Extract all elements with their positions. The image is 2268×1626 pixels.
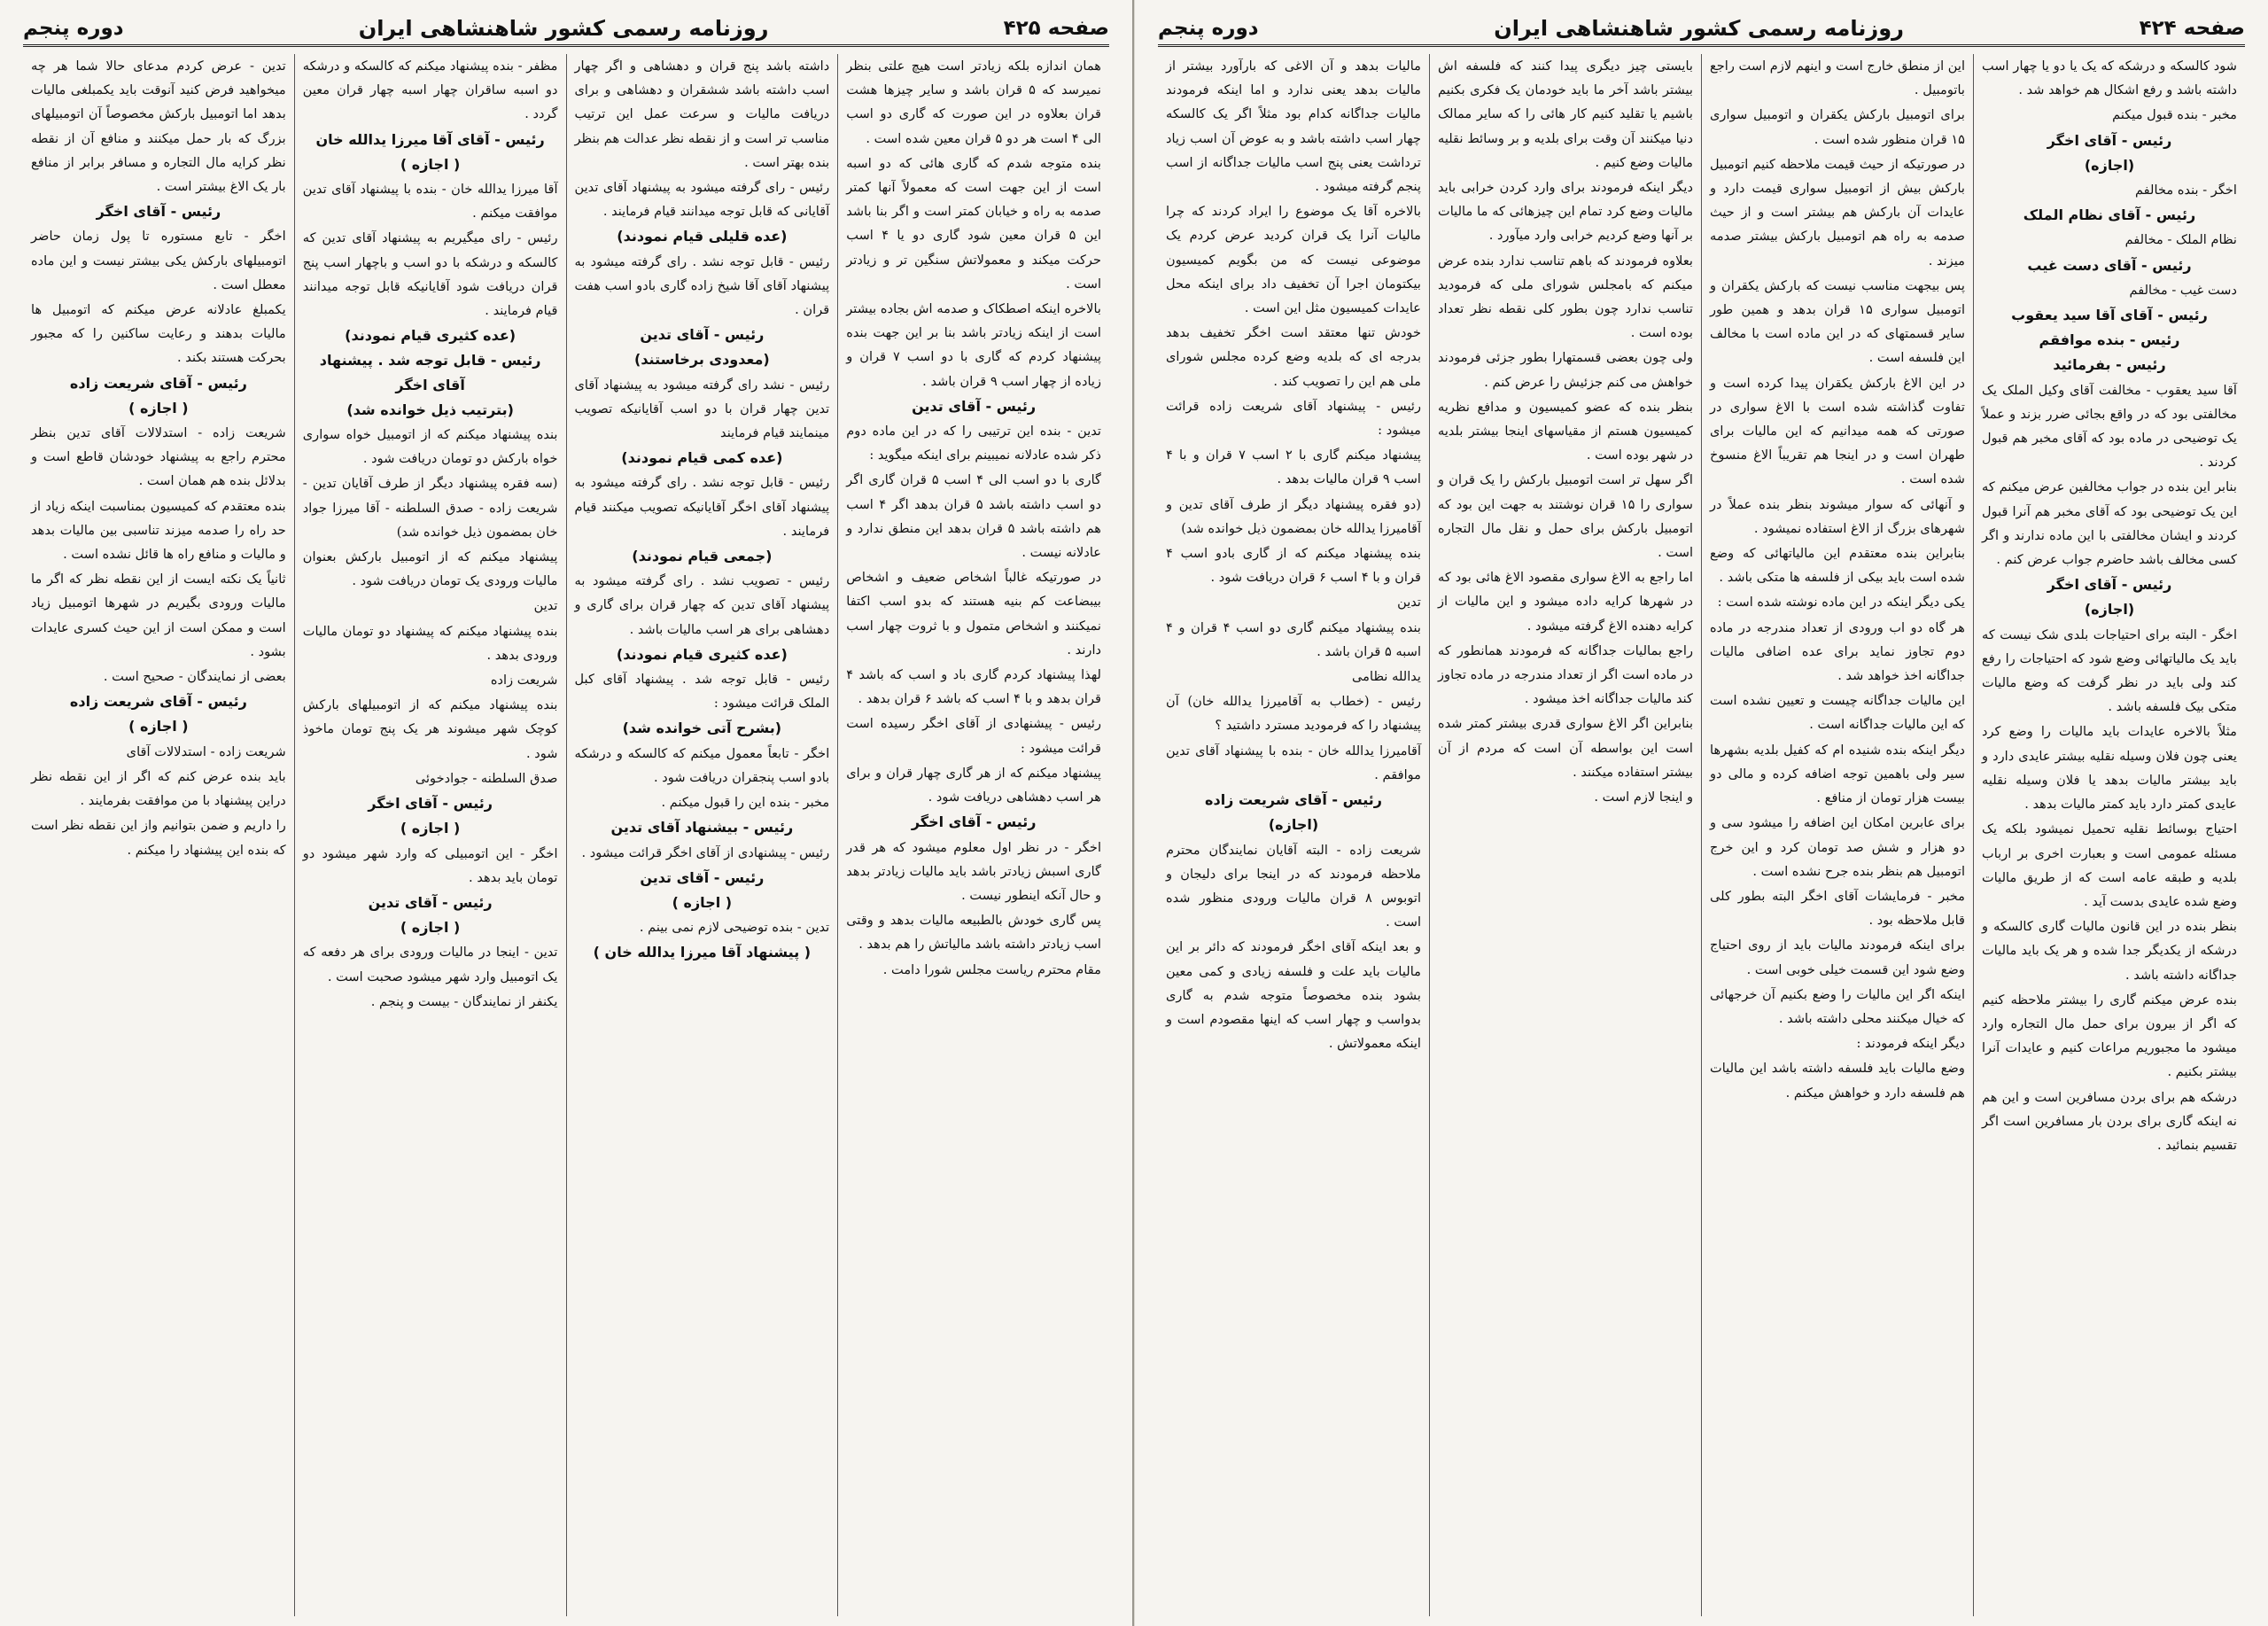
speaker-line: رئیس - آقای تدین bbox=[640, 326, 765, 344]
paragraph: دیگر اینکه بنده شنیده ام که کفیل بلدیه بشهرها سیر ولی باهمین توجه اضافه کرده و مالی دو بیست هزار تومان از منافع . bbox=[1710, 742, 1965, 806]
paragraph: ثانیاً یک نکته ایست از این نقطه نظر که اگر ما مالیات ورودی بگیریم در شهرها اتومبیل زیاد است و ممکن است از این حیث کسری عایدات بشود . bbox=[31, 572, 286, 659]
right-page-number: صفحه ۴۲۴ bbox=[2139, 17, 2245, 40]
paragraph: آقامیرزا یدالله خان - بنده با پیشنهاد آقای تدین موافقم . bbox=[1166, 743, 1421, 782]
right-column-2 bbox=[1701, 54, 1973, 1616]
speaker-line: رئیس - آقای اخگر bbox=[911, 813, 1037, 831]
paragraph: تدین - اینجا در مالیات ورودی برای هر دفعه که یک اتومبیل وارد شهر میشود صحبت است . bbox=[302, 945, 558, 984]
paragraph: بالاخره اینکه اصطکاک و صدمه اش بجاده بیشتر است از اینکه زیادتر باشد بنا بر این جهت بنده پیشنهاد کردم که گاری با دو اسب ۷ قران و زیاده از چهار اسب ۹ قران باشد . bbox=[846, 301, 1101, 389]
right-page-title: روزنامه رسمی کشور شاهنشاهی ایران bbox=[1494, 16, 1904, 41]
speaker-line: (اجازه) bbox=[2084, 156, 2135, 174]
left-column-1 bbox=[837, 54, 1109, 1616]
paragraph: رئیس - پیشنهادی از آقای اخگر قرائت میشود . bbox=[581, 844, 830, 860]
speaker-line: رئیس - آقای دست غیب bbox=[2027, 256, 2192, 274]
paragraph: این از منطق خارج است و اینهم لازم است راجع باتومبیل . bbox=[1710, 58, 1965, 98]
paragraph: یکنفر از نمایندگان - بیست و پنجم . bbox=[370, 993, 558, 1009]
paragraph: شریعت زاده bbox=[490, 673, 558, 689]
speaker-line: ( پیشنهاد آقا میرزا یدالله خان ) bbox=[593, 944, 812, 961]
paragraph: خودش تنها معتقد است اخگر تخفیف بدهد بدرجه ای که بلدیه وضع کرده مجلس شورای ملی هم این را تصویب کند . bbox=[1166, 325, 1421, 389]
left-page-title: روزنامه رسمی کشور شاهنشاهی ایران bbox=[358, 16, 769, 41]
paragraph: بعلاوه فرمودند که باهم تناسب ندارد بنده عرض میکنم که بامجلس شورای ملی که فرمودید تناسب ندارد چون بطور کلی نقطه نظر تعداد بوده است . bbox=[1438, 253, 1693, 341]
speaker-line: (عده قلیلی قیام نمودند) bbox=[617, 228, 788, 245]
speaker-line: (جمعی قیام نمودند) bbox=[632, 548, 773, 565]
paragraph: بنابر این بنده در جواب مخالفین عرض میکنم که این یک توضیحی بود که آقای مخبر هم آنرا قبول کردند و ایشان مخالفتی با این ماده ندارند و اگر کسی مخالف باشد حاضرم جواب عرض کنم . bbox=[1982, 479, 2237, 568]
paragraph: مثلاً بالاخره عایدات باید مالیات را وضع کرد یعنی چون فلان وسیله نقلیه بیشتر عایدی دارد و باید بیشتر مالیات بدهد یا فلان وسیله نقلیه عایدی کمتر دارد باید کمتر مالیات بدهد . bbox=[1982, 724, 2237, 813]
speaker-line: (عده کثیری قیام نمودند) bbox=[616, 645, 788, 663]
paragraph: بعضی از نمایندگان - صحیح است . bbox=[103, 669, 286, 685]
paragraph: رئیس - تصویب نشد . رای گرفته میشود به پیشنهاد آقای تدین که چهار قران برای گاری و دهشاهی برای هر اسب مالیات باشد . bbox=[574, 573, 830, 637]
paragraph: شریعت زاده - استدلالات آقای bbox=[126, 743, 286, 759]
paragraph: بنده پیشنهاد میکنم که از اتومبیل خواه سواری خواه بارکش دو تومان دریافت شود . bbox=[302, 427, 558, 467]
paragraph: یکمبلغ عادلانه عرض میکنم که اتومبیل ها مالیات بدهند و رعایت ساکنین را که مجبور بحرکت هستند بکند . bbox=[31, 302, 286, 366]
speaker-line: ( اجازه ) bbox=[128, 718, 189, 735]
paragraph: مخبر - بنده این را قبول میکنم . bbox=[661, 795, 830, 811]
speaker-line: رئیس - آقای شریعت زاده bbox=[69, 693, 247, 711]
speaker-line: (بترتیب ذیل خوانده شد) bbox=[346, 401, 514, 418]
paragraph: برای اینکه فرمودند مالیات باید از روی احتیاج وضع شود این قسمت خیلی خوبی است . bbox=[1710, 937, 1965, 977]
left-page-session: دوره پنجم bbox=[23, 17, 124, 40]
paragraph: بنده عرض میکنم گاری را بیشتر ملاحظه کنیم که اگر از بیرون برای حمل مال التجاره وارد میشود ما مجبوریم مراعات کنیم و عایدات آنرا بیشتر بکنیم . bbox=[1982, 992, 2237, 1080]
paragraph: اینکه اگر این مالیات را وضع بکنیم آن خرجهائی که خیال میکنند محلی داشته باشد . bbox=[1710, 986, 1965, 1026]
paragraph: ولی چون بعضی قسمتهارا بطور جزئی فرمودند خواهش می کنم جزئیش را عرض کنم . bbox=[1438, 350, 1693, 390]
paragraph: لهذا پیشنهاد کردم گاری باد و اسب که باشد ۴ قران بدهد و با ۴ اسب که باشد ۶ قران بدهد . bbox=[846, 667, 1101, 707]
paragraph: احتیاج بوسائط نقلیه تحمیل نمیشود بلکه یک مسئله عمومی است و بعبارت اخری بر ارباب بلدیه و طبقه عامه است که از طریق مالیات وضع شده عایدی بدست آید . bbox=[1982, 821, 2237, 909]
right-page-session: دوره پنجم bbox=[1158, 17, 1259, 40]
paragraph: رئیس - قابل توجه نشد . رای گرفته میشود به پیشنهاد آقای آقا شیخ زاده گاری بادو اسب هفت قران . bbox=[574, 253, 830, 318]
speaker-line: ( اجازه ) bbox=[400, 919, 461, 937]
paragraph: و اینجا لازم است . bbox=[1594, 790, 1693, 805]
paragraph: هر گاه دو اب ورودی از تعداد مندرجه در ماده دوم تجاوز نماید برای عده اضافی مالیات جداگانه اخذ خواهد شد . bbox=[1710, 619, 1965, 684]
right-column-1 bbox=[1973, 54, 2245, 1616]
speaker-line: رئیس - قابل توجه شد . پیشنهاد آقای اخگر bbox=[319, 352, 541, 393]
paragraph: بنده پیشنهاد میکنم که پیشنهاد دو تومان مالیات ورودی بدهد . bbox=[302, 623, 558, 663]
paragraph: مخبر - فرمایشات آقای اخگر البته بطور کلی قابل ملاحظه بود . bbox=[1710, 888, 1965, 929]
paragraph: بنده معتقدم که کمیسیون بمناسبت اینکه زیاد از حد راه را صدمه میزند تناسبی بین مالیات بدهد و مالیات و منافع راه ها قائل نشده است . bbox=[31, 498, 286, 563]
paragraph: داشته باشد پنج قران و دهشاهی و اگر چهار اسب داشته باشد ششقران و دهشاهی و برای دریافت مالیات و سرعت عمل این ترتیب مناسب تر است و از نقطه نظر عدالت هم بنظر بنده بهتر است . bbox=[574, 58, 830, 170]
speaker-line: ( اجازه ) bbox=[400, 820, 461, 837]
paragraph: تدین - بنده این ترتیبی را که در این ماده دوم ذکر شده عادلانه نمیبینم برای اینکه میگوید : bbox=[846, 424, 1101, 463]
paragraph: بنابراین اگر الاغ سواری قدری بیشتر کمتر شده است این بواسطه آن است که مردم از آن بیشتر استفاده میکنند . bbox=[1438, 716, 1693, 780]
speaker-line: (عده کثیری قیام نمودند) bbox=[345, 327, 517, 345]
paragraph: و آنهائی که سوار میشوند بنظر بنده عملاً در شهرهای بزرگ از الاغ استفاده نمیشود . bbox=[1710, 496, 1965, 536]
speaker-line: رئیس - بفرمائید bbox=[2053, 356, 2166, 374]
paragraph: مخبر - بنده قبول میکنم bbox=[2112, 107, 2237, 123]
paragraph: مقام محترم ریاست مجلس شورا دامت . bbox=[882, 961, 1101, 977]
speaker-line: رئیس - آقای اخگر bbox=[368, 795, 493, 813]
paragraph: اخگر - در نظر اول معلوم میشود که هر قدر گاری اسبش زیادتر باشد باید مالیات زیادتر بدهد و حال آنکه اینطور نیست . bbox=[846, 839, 1101, 903]
paragraph: در صورتیکه غالباً اشخاص ضعیف و اشخاص بیبضاعت کم بنیه هستند که بدو اسب اکتفا نمیکنند و اشخاص متمول و با ثروت چهار اسب دارند . bbox=[846, 570, 1101, 657]
paragraph: در صورتیکه از حیث قیمت ملاحظه کنیم اتومبیل بارکش بیش از اتومبیل سواری قیمت دارد و عایدات آن بارکش هم بیشتر است و از حیث صدمه به راه هم اتومبیل بارکش بیشتر صدمه میزند . bbox=[1710, 156, 1965, 268]
left-column-4 bbox=[23, 54, 294, 1616]
paragraph: و بعد اینکه آقای اخگر فرمودند که دائر بر این مالیات باید علت و فلسفه زیادی و کمی معین بشود بنده مخصوصاً متوجه شدم به گاری بدواسب و چهار اسب که اینها مقصودم است و اینکه معمولاتش . bbox=[1166, 939, 1421, 1052]
paragraph: یدالله نظامی bbox=[1352, 669, 1421, 685]
speaker-line: (اجازه) bbox=[2084, 601, 2135, 619]
right-page-columns bbox=[1158, 54, 2245, 1616]
speaker-line: (اجازه) bbox=[1268, 816, 1319, 834]
paragraph: دست غیب - مخالفم bbox=[2129, 282, 2237, 298]
paragraph: باید بنده عرض کنم که اگر از این نقطه نظر دراین پیشنهاد با من موافقت بفرمایند . bbox=[31, 768, 286, 809]
paragraph: تدین - بنده توضیحی لازم نمی بینم . bbox=[639, 920, 830, 936]
speaker-line: رئیس - آقای تدین bbox=[912, 397, 1037, 415]
paragraph: دیگر اینکه فرمودند برای وارد کردن خرابی باید مالیات وضع کرد تمام این چیزهائی که ما مالیات بر آنها وضع کردیم خرابی وارد میآورد . bbox=[1438, 180, 1693, 244]
paragraph: شریعت زاده - البته آقایان نمایندگان محترم ملاحظه فرمودند که در اینجا برای دلیجان و اتوبوس ۸ قران مالیات ورودی منظور شده است . bbox=[1166, 842, 1421, 930]
paragraph: گاری با دو اسب الی ۴ اسب ۵ قران گاری اگر دو اسب داشته باشد ۵ قران بدهد اگر ۴ اسب هم داشته باشد ۵ قران بدهد این منطق ندارد و عادلانه نیست . bbox=[846, 472, 1102, 561]
paragraph: تدین bbox=[1397, 595, 1421, 611]
speaker-line: ( اجازه ) bbox=[128, 399, 189, 416]
speaker-line: رئیس - آقای نظام الملک bbox=[2023, 206, 2196, 224]
speaker-line: رئیس - آقای تدین bbox=[368, 893, 493, 911]
speaker-line: رئیس - آقای اخگر bbox=[96, 203, 221, 221]
paragraph: آقا میرزا یدالله خان - بنده با پیشنهاد آقای تدین موافقت میکنم . bbox=[302, 182, 558, 222]
paragraph: اخگر - این اتومبیلی که وارد شهر میشود دو تومان باید بدهد . bbox=[302, 845, 558, 885]
speaker-line: (معدودی برخاستند) bbox=[634, 351, 770, 369]
left-page-columns bbox=[23, 54, 1109, 1616]
paragraph: رئیس - رای میگیریم به پیشنهاد آقای تدین که کالسکه و درشکه با دو اسب و باچهار اسب پنج قران دریافت شود آقایانیکه قابل توجه میدانند قیام فرمایند . bbox=[302, 230, 558, 319]
paragraph: وضع مالیات باید فلسفه داشته باشد این مالیات هم فلسفه دارد و خواهش میکنم . bbox=[1710, 1061, 1965, 1101]
paragraph: پیشنهاد میکنم که از اتومبیل بارکش بعنوان مالیات ورودی یک تومان دریافت شود . bbox=[302, 549, 558, 589]
right-page bbox=[1134, 0, 2268, 1626]
paragraph: بایستی چیز دیگری پیدا کنند که فلسفه اش بیشتر باشد آخر ما باید خودمان یک فکری بکنیم باشیم یا تقلید کنیم کار هائی را که سایر ممالک دنیا میکنند آن وقت برای بلدیه و بر وسائط نقلیه مالیات وضع کنیم . bbox=[1438, 58, 1693, 170]
paragraph: پیشنهاد میکنم که از هر گاری چهار قران و برای هر اسب دهشاهی دریافت شود . bbox=[846, 765, 1101, 805]
left-page-header bbox=[23, 12, 1109, 47]
paragraph: رئیس - رای گرفته میشود به پیشنهاد آقای تدین آقایانی که قابل توجه میدانند قیام فرمایند . bbox=[574, 180, 830, 220]
paragraph: رئیس - قابل توجه شد . پیشنهاد آقای کبل الملک قرائت میشود : bbox=[574, 672, 830, 712]
paragraph: اما راجع به الاغ سواری مقصود الاغ هائی بود که در شهرها کرایه داده میشود و این مالیات از کرایه دهنده الاغ گرفته میشود . bbox=[1438, 570, 1693, 634]
paragraph: در این الاغ بارکش یکقران پیدا کرده است و تفاوت گذاشته شده است با الاغ سواری در صورتی که همه میدانیم که این مالیات برای طهران است و در اینجا هم تقریباً الاغ منسوخ شده است . bbox=[1710, 375, 1965, 487]
paragraph: تدین bbox=[533, 598, 558, 614]
paragraph: رئیس - (خطاب به آقامیرزا یدالله خان) آن پیشنهاد را که فرمودید مسترد داشتید ؟ bbox=[1166, 694, 1421, 734]
paragraph: (سه فقره پیشنهاد دیگر از طرف آقایان تدین - شریعت زاده - صدق السلطنه - آقا میرزا جواد خان بمضمون ذیل خوانده شد) bbox=[302, 476, 558, 540]
speaker-line: رئیس - بیشنهاد آقای تدین bbox=[610, 819, 794, 836]
paragraph: بنده پیشنهاد میکنم که از اتومبیلهای بارکش کوچک شهر میشوند هر یک پنج تومان ماخوذ شود . bbox=[302, 697, 558, 761]
paragraph: اخگر - تابعاً معمول میکنم که کالسکه و درشکه بادو اسب پنجقران دریافت شود . bbox=[574, 745, 830, 785]
paragraph: شریعت زاده - استدلالات آقای تدین بنظر محترم راجع به پیشنهاد خودشان قاطع است و بدلائل بنده هم همان است . bbox=[31, 425, 286, 489]
paragraph: رئیس - پیشنهاد آقای شریعت زاده قرائت میشود : bbox=[1166, 398, 1421, 439]
speaker-line: رئیس - آقای آقا میرزا یدالله خان bbox=[315, 130, 545, 148]
paragraph: بنده پیشنهاد میکنم که از گاری بادو اسب ۴ قران و با ۴ اسب ۶ قران دریافت شود . bbox=[1166, 546, 1421, 586]
paragraph: رئیس - نشد رای گرفته میشود به پیشنهاد آقای تدین چهار قران با دو اسب آقایانیکه تصویب مینمایند قیام فرمایند bbox=[574, 377, 830, 441]
paragraph: همان اندازه بلکه زیادتر است هیچ علتی بنظر نمیرسد که ۵ قران باشد و سایر چیزها هشت قران بعلاوه در این صورت که گاری دو اسب الی ۴ است هر دو ۵ قران معین شده است . bbox=[846, 58, 1101, 146]
paragraph: شود کالسکه و درشکه که یک یا دو یا چهار اسب داشته باشد و رفع اشکال هم خواهد شد . bbox=[1982, 58, 2237, 98]
paragraph: برای عابرین امکان این اضافه را میشود سی و دو هزار و شش صد تومان کرد و این خرج اتومبیل هم بنظر بنده جرح نشده است . bbox=[1710, 815, 1965, 879]
paragraph: پس بیجهت مناسب نیست که بارکش یکقران و اتومبیل سواری ۱۵ قران بدهد و همین طور سایر قسمتهای که در این ماده است با مخالف این فلسفه است . bbox=[1710, 277, 1965, 366]
paragraph: اخگر - تابع مستوره تا پول زمان حاضر اتومبیلهای بارکش یکی بیشتر نیست و این ماده معطل است . bbox=[31, 229, 286, 292]
paragraph: صدق السلطنه - جوادخوئی bbox=[415, 770, 558, 786]
paragraph: اخگر - البته برای احتیاجات بلدی شک نیست که باید یک مالیاتهائی وضع شود که احتیاجات را رفع کند ولی باید در نظر گرفت که وضع مالیات متکی بیک فلسفه باشد . bbox=[1982, 626, 2237, 715]
paragraph: پیشنهاد میکنم گاری با ۲ اسب ۷ قران و با ۴ اسب ۹ قران مالیات بدهد . bbox=[1166, 447, 1421, 487]
paragraph: بنده متوجه شدم که گاری هائی که دو اسبه است از این جهت است که معمولاً آنها کمتر صدمه به راه و خیابان کمتر است و اگر بنا باشد این ۵ قران معین شود گاری دو یا ۴ اسب حرکت میکند و معمولاتش سنگین تر و زیادتر است . bbox=[846, 155, 1101, 292]
paragraph: پس گاری خودش بالطبیعه مالیات بدهد و وقتی اسب زیادتر داشته باشد مالیاتش را هم بدهد . bbox=[846, 913, 1101, 953]
left-column-3 bbox=[294, 54, 566, 1616]
paragraph: برای اتومبیل بارکش یکقران و اتومبیل سواری ۱۵ قران منظور شده است . bbox=[1710, 107, 1965, 147]
left-page-number: صفحه ۴۲۵ bbox=[1003, 17, 1109, 40]
speaker-line: رئیس - آقای آقا سید یعقوب bbox=[2011, 307, 2208, 324]
paragraph: بنظر بنده در این قانون مالیات گاری کالسکه و درشکه از یکدیگر جدا شده و هر یک باید مالیات جداگانه داشته باشد . bbox=[1982, 919, 2237, 983]
paragraph: بنده پیشنهاد میکنم گاری دو اسب ۴ قران و ۴ اسبه ۵ قران باشد . bbox=[1166, 619, 1421, 659]
paragraph: بنظر بنده که عضو کمیسیون و مدافع نظریه کمیسیون هستم از مقیاسهای اینجا بیشتر بلدیه در شهر بوده است . bbox=[1438, 399, 1693, 463]
speaker-line: ( اجازه ) bbox=[400, 155, 461, 173]
left-column-2 bbox=[566, 54, 838, 1616]
paragraph: این مالیات جداگانه چیست و تعیین نشده است که این مالیات جداگانه است . bbox=[1710, 693, 1965, 733]
speaker-line: رئیس - آقای اخگر bbox=[2047, 131, 2172, 149]
right-column-4 bbox=[1158, 54, 1429, 1616]
paragraph: درشکه هم برای بردن مسافرین است و این هم نه اینکه گاری برای بردن بار مسافرین است اگر تقسیم بنمائید . bbox=[1982, 1089, 2237, 1153]
paragraph: راجع بمالیات جداگانه که فرمودند همانطور که در ماده است اگر از تعداد مندرجه در ماده تجاوز کند مالیات جداگانه اخذ میشود . bbox=[1438, 642, 1693, 707]
paragraph: بالاخره آقا یک موضوع را ایراد کردند که چرا مالیات آنرا یک قران کردید عرض کردم یک موضوعی نیست که من بگویم کمیسیون بیکتومان اجرا آن تخفیف داد برای اینکه محل عایدات کمیسیون مثل این است . bbox=[1166, 204, 1421, 316]
paragraph: اگر سهل تر است اتومبیل بارکش را یک قران و سواری را ۱۵ قران نوشتند به جهت این بود که اتومبیل بارکش برای حمل و نقل مال التجاره است . bbox=[1438, 472, 1693, 561]
right-page-header bbox=[1158, 12, 2245, 47]
speaker-line: رئیس - آقای تدین bbox=[640, 868, 765, 886]
paragraph: را داریم و ضمن بتوانیم واز این نقطه نظر است که بنده این پیشنهاد را میکنم . bbox=[31, 818, 286, 858]
speaker-line: ( اجازه ) bbox=[672, 893, 733, 911]
paragraph: (دو فقره پیشنهاد دیگر از طرف آقای تدین و آقامیرزا یدالله خان بمضمون ذیل خوانده شد) bbox=[1166, 496, 1421, 536]
speaker-line: رئیس - آقای شریعت زاده bbox=[69, 374, 247, 392]
paragraph: آقا سید یعقوب - مخالفت آقای وکیل الملک یک مخالفتی بود که در واقع بجائی ضرر بزند و عملاً یک توضیحی در ماده بود که آقای مخبر هم قبول کردند . bbox=[1982, 382, 2237, 471]
paragraph: یکی دیگر اینکه در این ماده نوشته شده است : bbox=[1717, 595, 1965, 611]
paragraph: دیگر اینکه فرمودند : bbox=[1856, 1036, 1965, 1052]
speaker-line: رئیس - آقای اخگر bbox=[2047, 576, 2172, 594]
paragraph: مالیات بدهد و آن الاغی که بارآورد بیشتر از مالیات بدهد یعنی ندارد و اما اینکه فرمودند مالیات جداگانه کدام بود مثلاً اگر یک کالسکه چهار اسب داشته باشد و به عوض آن اسب زیاد ترداشت یعنی پنج اسب مالیات جداگانه از اسب پنجم گرفته میشود . bbox=[1166, 58, 1421, 195]
paragraph: مظفر - بنده پیشنهاد میکنم که کالسکه و درشکه دو اسبه ساقران چهار اسبه چهار قران معین گردد . bbox=[302, 58, 558, 122]
paragraph: نظام الملک - مخالفم bbox=[2124, 232, 2237, 248]
paragraph: تدین - عرض کردم مدعای حالا شما هر چه میخواهید فرض کنید آنوقت باید یکمبلغی مالیات بدهد اما اتومبیل بارکش مخصوصاً آن اتومبیلهای بزرگ که بار حمل میکنند و منافع آن از نقطه نظر کرایه مال التجاره و مسافر برابر از منافع بار یک الاغ بیشتر است . bbox=[31, 58, 286, 195]
speaker-line: (بشرح آتی خوانده شد) bbox=[622, 720, 782, 737]
speaker-line: رئیس - بنده موافقم bbox=[2039, 331, 2180, 349]
speaker-line: (عده کمی قیام نمودند) bbox=[621, 449, 783, 467]
paragraph: اخگر - بنده مخالفم bbox=[2134, 183, 2237, 198]
speaker-line: رئیس - آقای شریعت زاده bbox=[1205, 791, 1382, 809]
paragraph: رئیس - پیشنهادی از آقای اخگر رسیده است قرائت میشود : bbox=[846, 716, 1101, 756]
paragraph: رئیس - قابل توجه نشد . رای گرفته میشود به پیشنهاد آقای اخگر آقایانیکه تصویب میکنند قیام فرمایند . bbox=[574, 475, 830, 539]
paragraph: بنابراین بنده معتقدم این مالیاتهائی که وضع شده است باید بیکی از فلسفه ها متکی باشد . bbox=[1710, 546, 1965, 586]
right-column-3 bbox=[1429, 54, 1701, 1616]
